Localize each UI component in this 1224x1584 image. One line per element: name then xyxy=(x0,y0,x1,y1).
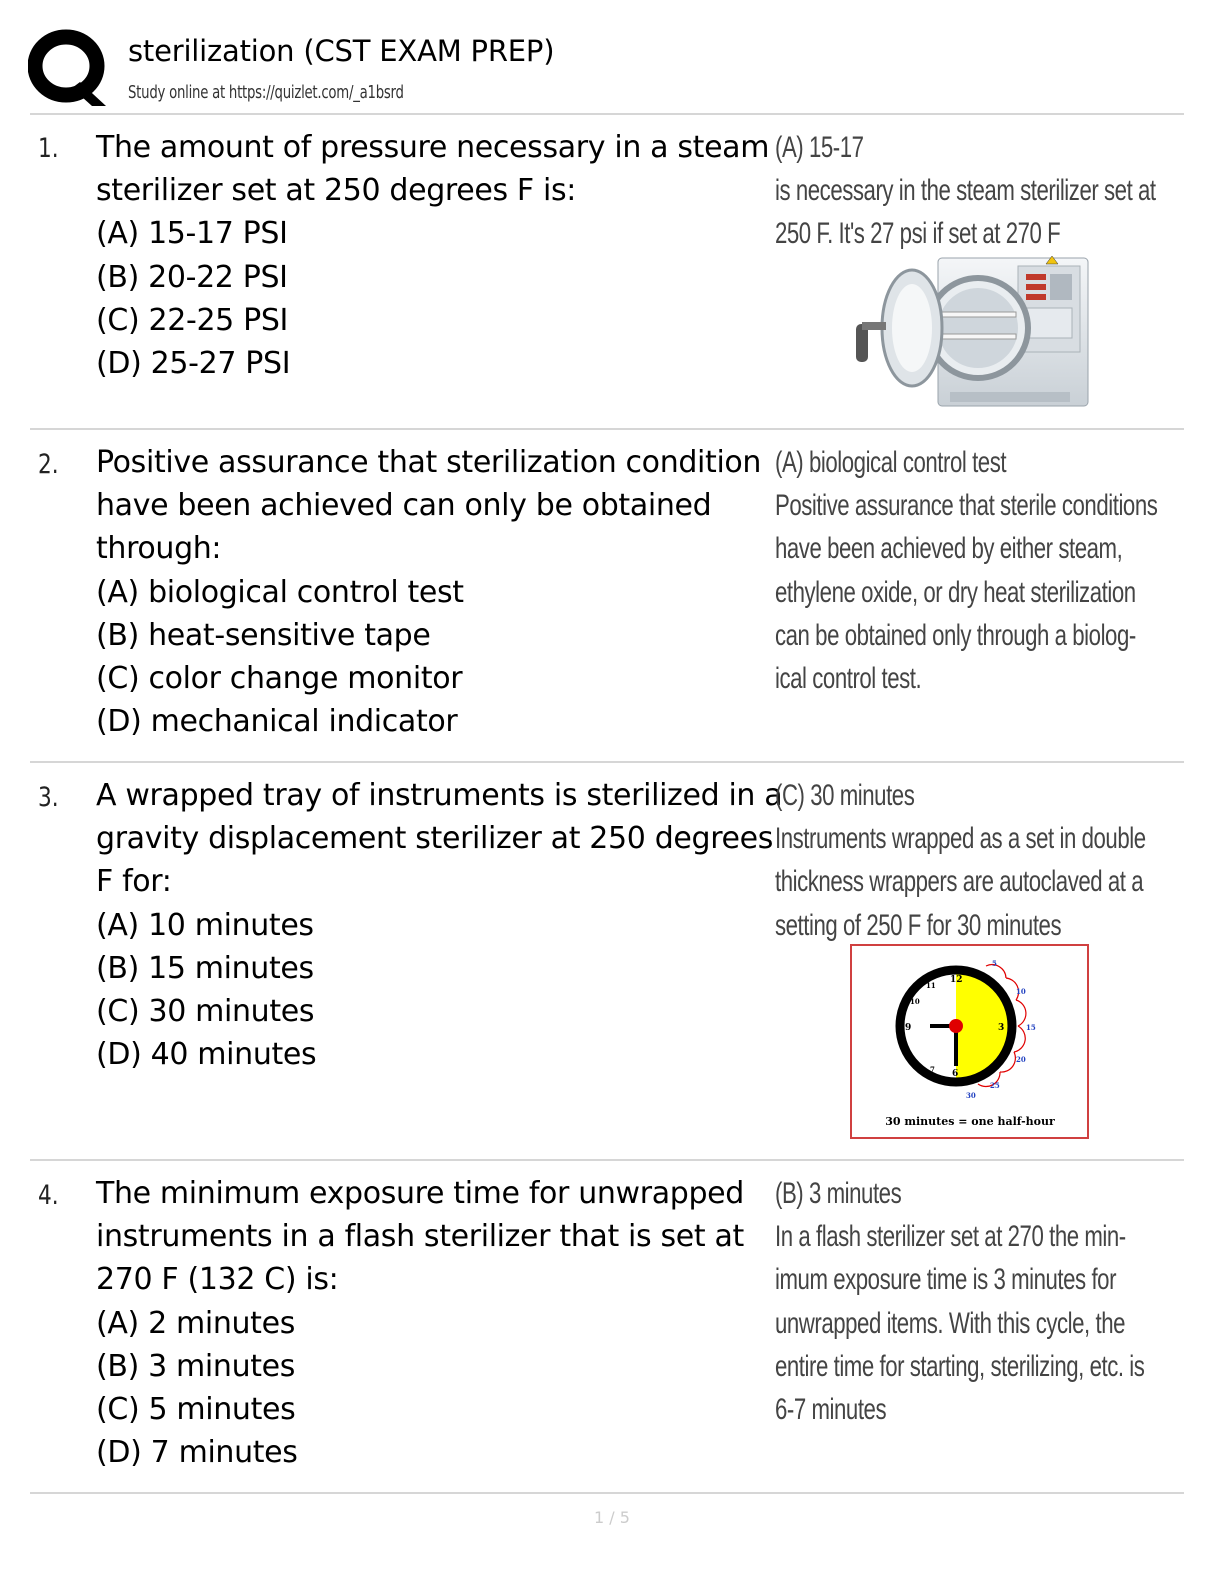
explanation-line: can be obtained only through a biolog- xyxy=(775,618,1136,652)
question-stem: sterilizer set at 250 degrees F is: xyxy=(96,173,577,209)
option-a: (A) 2 minutes xyxy=(96,1305,295,1341)
question-stem: 270 F (132 C) is: xyxy=(96,1262,339,1298)
minute-label: 5 xyxy=(992,959,997,968)
option-a: (A) 15-17 PSI xyxy=(96,216,288,252)
clock-number: 12 xyxy=(950,975,963,985)
option-c: (C) color change monitor xyxy=(96,661,463,697)
question-stem: A wrapped tray of instruments is sterilized in a xyxy=(96,778,783,813)
minute-label: 20 xyxy=(1016,1055,1026,1064)
option-b: (B) heat-sensitive tape xyxy=(96,617,431,653)
question-stem: have been achieved can only be obtained xyxy=(96,488,712,524)
explanation-line: imum exposure time is 3 minutes for xyxy=(775,1263,1117,1297)
divider xyxy=(30,113,1184,115)
option-d: (D) 40 minutes xyxy=(96,1037,317,1073)
clock-caption: 30 minutes = one half-hour xyxy=(885,1115,1055,1128)
minute-label: 30 xyxy=(966,1091,976,1100)
minute-label: 15 xyxy=(1026,1023,1036,1032)
question-stem: Positive assurance that sterilization condition xyxy=(96,445,762,480)
question-stem: through: xyxy=(96,531,222,567)
correct-answer: (C) 30 minutes xyxy=(775,779,915,812)
explanation-line: is necessary in the steam sterilizer set at xyxy=(775,174,1156,208)
divider xyxy=(30,761,1184,763)
question-number: 4. xyxy=(38,1180,59,1211)
question-text xyxy=(96,1172,768,1474)
option-d: (D) mechanical indicator xyxy=(96,704,458,740)
option-b: (B) 20-22 PSI xyxy=(96,259,288,295)
clock-number: 10 xyxy=(910,997,920,1006)
minute-label: 10 xyxy=(1016,987,1026,996)
question-stem: The amount of pressure necessary in a steam xyxy=(96,130,770,165)
clock-number: 7 xyxy=(930,1065,935,1074)
explanation-line: unwrapped items. With this cycle, the xyxy=(775,1306,1126,1340)
option-b: (B) 3 minutes xyxy=(96,1348,296,1384)
question-text xyxy=(96,774,783,1076)
question-number: 3. xyxy=(38,782,59,813)
option-c: (C) 22-25 PSI xyxy=(96,302,289,338)
explanation-line: setting of 250 F for 30 minutes xyxy=(775,908,1062,942)
option-c: (C) 30 minutes xyxy=(96,994,315,1030)
study-online-link[interactable]: Study online at https://quizlet.com/_a1bsrd xyxy=(128,82,404,103)
question-text xyxy=(96,126,768,385)
explanation-line: Positive assurance that sterile conditions xyxy=(775,489,1158,523)
option-c: (C) 5 minutes xyxy=(96,1392,296,1428)
clock-number: 11 xyxy=(926,981,936,990)
question-stem: The minimum exposure time for unwrapped xyxy=(96,1176,744,1211)
divider xyxy=(30,1492,1184,1494)
answer-explanation xyxy=(775,126,1175,256)
explanation-line: ethylene oxide, or dry heat sterilization xyxy=(775,575,1136,609)
half-hour-clock-image xyxy=(850,944,1090,1140)
correct-answer: (A) biological control test xyxy=(775,446,1007,479)
option-d: (D) 25-27 PSI xyxy=(96,346,291,382)
option-a: (A) 10 minutes xyxy=(96,907,314,943)
question-stem: instruments in a flash sterilizer that is set at xyxy=(96,1219,744,1255)
correct-answer: (B) 3 minutes xyxy=(775,1177,902,1210)
question-stem: gravity displacement sterilizer at 250 degrees xyxy=(96,821,774,857)
explanation-line: have been achieved by either steam, xyxy=(775,532,1123,566)
explanation-line: 6-7 minutes xyxy=(775,1393,887,1427)
option-b: (B) 15 minutes xyxy=(96,950,314,986)
quizlet-logo-icon xyxy=(28,28,108,108)
question-number: 2. xyxy=(38,449,59,480)
autoclave-image xyxy=(850,252,1090,409)
explanation-line: Instruments wrapped as a set in double xyxy=(775,822,1146,856)
clock-number: 3 xyxy=(998,1023,1005,1033)
explanation-line: ical control test. xyxy=(775,662,922,696)
divider xyxy=(30,1159,1184,1161)
correct-answer: (A) 15-17 xyxy=(775,131,864,164)
explanation-line: entire time for starting, sterilizing, etc. is xyxy=(775,1349,1145,1383)
page-number: 1 / 5 xyxy=(594,1508,630,1527)
clock-number: 9 xyxy=(905,1023,912,1033)
explanation-line: In a flash sterilizer set at 270 the min- xyxy=(775,1220,1126,1254)
document-title: sterilization (CST EXAM PREP) xyxy=(128,34,555,68)
question-text xyxy=(96,441,768,743)
explanation-line: thickness wrappers are autoclaved at a xyxy=(775,865,1144,899)
clock-number: 6 xyxy=(952,1069,959,1079)
question-number: 1. xyxy=(38,133,59,164)
question-stem: F for: xyxy=(96,864,172,900)
answer-explanation xyxy=(775,774,1175,947)
option-d: (D) 7 minutes xyxy=(96,1435,298,1471)
explanation-line: 250 F. It's 27 psi if set at 270 F xyxy=(775,217,1061,251)
minute-label: 25 xyxy=(990,1081,1000,1090)
option-a: (A) biological control test xyxy=(96,574,464,610)
answer-explanation xyxy=(775,1172,1175,1431)
answer-explanation xyxy=(775,441,1175,700)
divider xyxy=(30,428,1184,430)
